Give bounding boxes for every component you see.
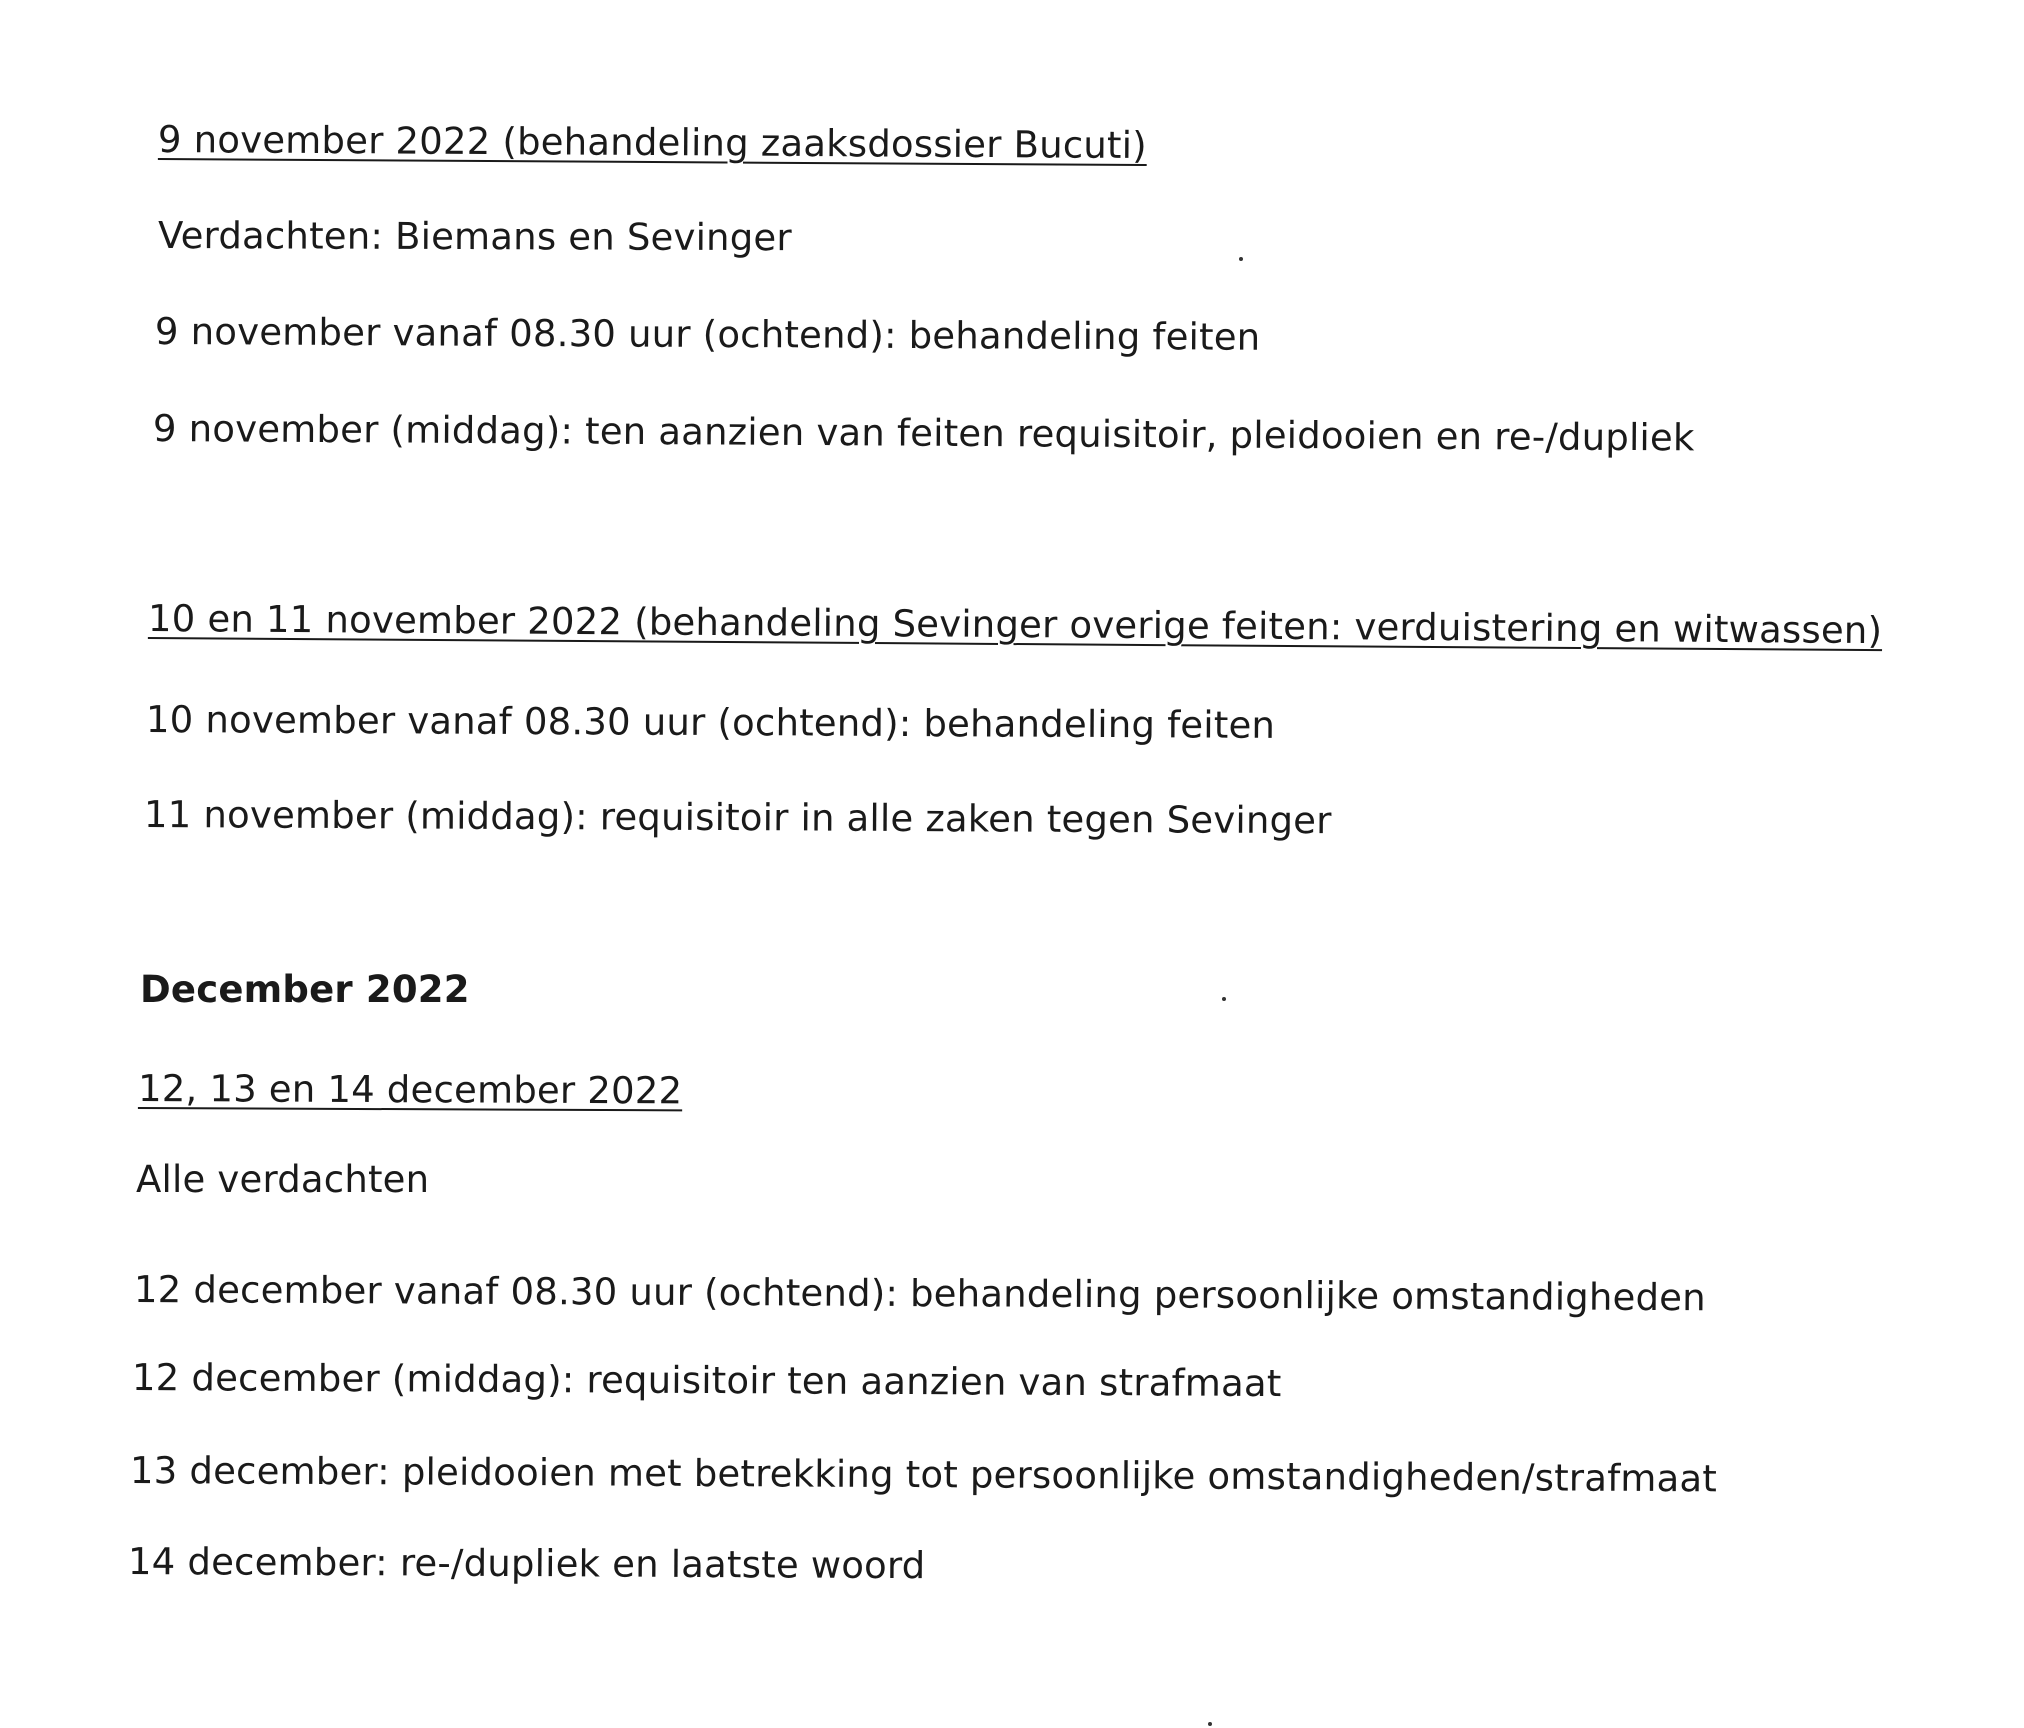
section-heading-bucuti: 9 november 2022 (behandeling zaaksdossier Bucuti) [157, 118, 1147, 168]
schedule-line: 10 november vanaf 08.30 uur (ochtend): behandeling feiten [145, 698, 1276, 747]
schedule-line: 12 december (middag): requisitoir ten aanzien van strafmaat [131, 1356, 1282, 1406]
scan-speck [1239, 257, 1243, 261]
suspects-line: Alle verdachten [136, 1158, 430, 1201]
suspects-line: Verdachten: Biemans en Sevinger [157, 214, 792, 260]
schedule-line: 9 november (middag): ten aanzien van feiten requisitoir, pleidooien en re-/dupliek [152, 407, 1695, 460]
section-heading-december: 12, 13 en 14 december 2022 [137, 1067, 683, 1113]
month-heading: December 2022 [140, 968, 470, 1011]
schedule-line: 12 december vanaf 08.30 uur (ochtend): behandeling persoonlijke omstandigheden [133, 1268, 1706, 1320]
schedule-line: 9 november vanaf 08.30 uur (ochtend): behandeling feiten [154, 310, 1261, 359]
scan-speck [1208, 1722, 1212, 1726]
schedule-line: 14 december: re-/dupliek en laatste woord [127, 1540, 926, 1588]
scan-speck [1222, 997, 1226, 1001]
schedule-line: 11 november (middag): requisitoir in alle zaken tegen Sevinger [143, 793, 1332, 843]
schedule-line: 13 december: pleidooien met betrekking tot persoonlijke omstandigheden/strafmaat [129, 1449, 1718, 1501]
section-heading-sevinger: 10 en 11 november 2022 (behandeling Sevinger overige feiten: verduistering en witwassen) [147, 597, 1883, 653]
